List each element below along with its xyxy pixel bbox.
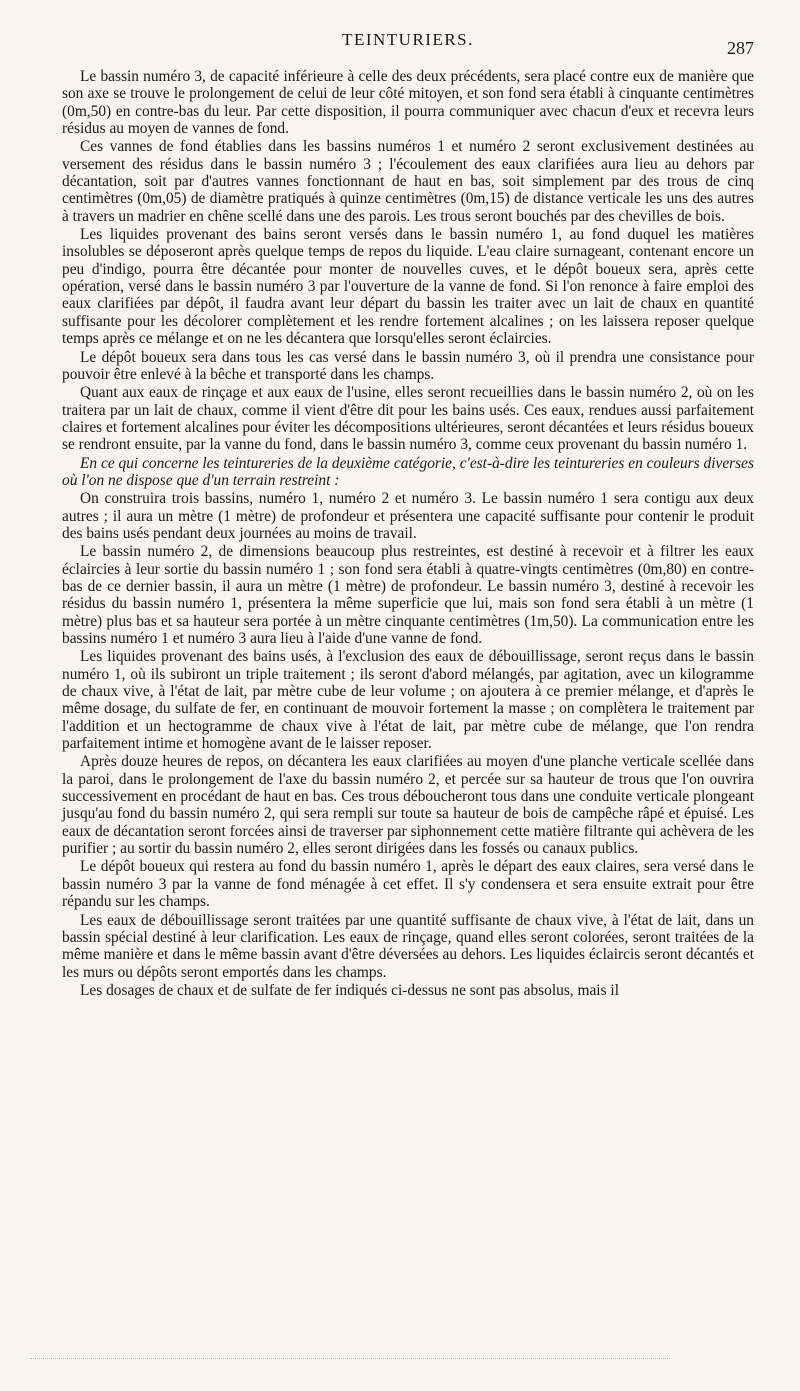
paragraph: Le bassin numéro 2, de dimensions beaucoup plus restreintes, est destiné à recevoir et à filtrer les eaux éclaircies à leur sortie du bassin numéro 1 ; son fond sera établi à quatre-vingts centimètres (0m,80) en contre-bas de ce dernier bassin, il aura un mètre (1 mètre) de profondeur. Le bassin numéro 3, destiné à recevoir les résidus du bassin numéro 1, présentera la même superficie que lui, mais son fond sera établi à un mètre (1 mètre) plus bas et sa hauteur sera portée à un mètre cinquante centimètres (1m,50). La communication entre les bassins numéro 1 et numéro 3 aura lieu à l'aide d'une vanne de fond. [62, 543, 754, 647]
paragraph: Ces vannes de fond établies dans les bassins numéros 1 et numéro 2 seront exclusivement destinées au versement des résidus dans le bassin numéro 3 ; l'écoulement des eaux clarifiées aura lieu au dehors par décantation, soit par d'autres vannes fonctionnant de haut en bas, soit simplement par des trous de cinq centimètres (0m,05) de diamètre pratiqués à quinze centimètres (0m,15) de distance verticale les uns des autres à travers un madrier en chêne scellé dans une des parois. Les trous seront bouchés par des chevilles de bois. [62, 138, 754, 225]
body-text [62, 68, 754, 999]
running-head [62, 28, 754, 58]
paragraph: Les liquides provenant des bains usés, à l'exclusion des eaux de débouillissage, seront reçus dans le bassin numéro 1, où ils subiront un triple traitement ; ils seront d'abord mélangés, par agitation, avec un kilogramme de chaux vive, à l'état de lait, par mètre cube de leur volume ; on ajoutera à ce premier mélange, et d'après le même dosage, du sulfate de fer, en continuant de mouvoir fortement la masse ; on complètera le traitement par l'addition et un hectogramme de chaux vive à l'état de lait, par mètre cube de mélange, que l'on rendra parfaitement intime et homogène avant de le laisser reposer. [62, 648, 754, 753]
footer-divider [30, 1358, 670, 1359]
paragraph: Le dépôt boueux qui restera au fond du bassin numéro 1, après le départ des eaux claires, sera versé dans le bassin numéro 3 par la vanne de fond ménagée à cet effet. Il s'y condensera et sera ensuite extrait pour être répandu sur les champs. [62, 858, 754, 911]
paragraph: Le dépôt boueux sera dans tous les cas versé dans le bassin numéro 3, où il prendra une consistance pour pouvoir être enlevé à la bêche et transporté dans les champs. [62, 348, 754, 383]
paragraph: Les liquides provenant des bains seront versés dans le bassin numéro 1, au fond duquel les matières insolubles se déposeront après quelque temps de repos du liquide. L'eau claire surnageant, contenant encore un peu d'indigo, pourra être décantée pour monter de nouvelles cuves, et le dépôt boueux sera, après cette opération, versé dans le bassin numéro 3 par l'ouverture de la vanne de fond. Si l'on renonce à faire emploi des eaux clarifiées par dépôt, il faudra avant leur départ du bassin les traiter avec un lait de chaux en quantité suffisante pour les décolorer complètement et les rendre fortement alcalines ; on les laissera reposer quelque temps après ce mélange et on ne les décantera que lorsqu'elles seront éclaircies. [62, 226, 754, 348]
section-lead-italic: En ce qui concerne les teintureries de la deuxième catégorie, c'est-à-dire les teintureries en couleurs diverses où l'on ne dispose que d'un terrain restreint : [62, 454, 754, 489]
paragraph: Quant aux eaux de rinçage et aux eaux de l'usine, elles seront recueillies dans le bassin numéro 2, où on les traitera par un lait de chaux, comme il vient d'être dit pour les bains usés. Ces eaux, rendues aussi parfaitement claires et fortement alcalines pour éviter les décompositions ultérieures, seront décantées et leurs résidus boueux se rendront ensuite, par la vanne du fond, dans le bassin numéro 3, comme ceux provenant du bassin numéro 1. [62, 384, 754, 454]
paragraph: Les eaux de débouillissage seront traitées par une quantité suffisante de chaux vive, à l'état de lait, dans un bassin spécial destiné à leur clarification. Les eaux de rinçage, quand elles seront colorées, seront traitées de la même manière et dans le même bassin avant d'être déversées au dehors. Les liquides éclaircis seront décantés et les murs ou dépôts seront emportés dans les champs. [62, 911, 754, 981]
page-number: 287 [727, 38, 754, 58]
running-title: TEINTURIERS. [342, 30, 474, 49]
paragraph: Le bassin numéro 3, de capacité inférieure à celle des deux précédents, sera placé contre eux de manière que son axe se trouve le prolongement de celui de leur côté mitoyen, et son fond sera établi à cinquante centimètres (0m,50) en contre-bas du leur. Par cette disposition, il pourra communiquer avec chacun d'eux et recevra leurs résidus au moyen de vannes de fond. [62, 68, 754, 138]
paragraph: On construira trois bassins, numéro 1, numéro 2 et numéro 3. Le bassin numéro 1 sera contigu aux deux autres ; il aura un mètre (1 mètre) de profondeur et présentera une capacité suffisante pour contenir le produit des bains usés pendant deux journées au moins de travail. [62, 490, 754, 542]
paragraph: Après douze heures de repos, on décantera les eaux clarifiées au moyen d'une planche verticale scellée dans la paroi, dans le prolongement de l'axe du bassin numéro 2, et percée sur sa hauteur de trous que l'on ouvrira successivement en procédant de haut en bas. Ces trous déboucheront tous dans une conduite verticale plongeant jusqu'au fond du bassin numéro 2, qui sera rempli sur toute sa hauteur de bois de campêche râpé et épuisé. Les eaux de décantation seront forcées ainsi de traverser par siphonnement cette matière filtrante qui achèvera de les purifier ; au sortir du bassin numéro 2, elles seront dirigées dans les fossés ou canaux publics. [62, 753, 754, 858]
paragraph-continued: Les dosages de chaux et de sulfate de fer indiqués ci-dessus ne sont pas absolus, mais il [80, 981, 619, 999]
